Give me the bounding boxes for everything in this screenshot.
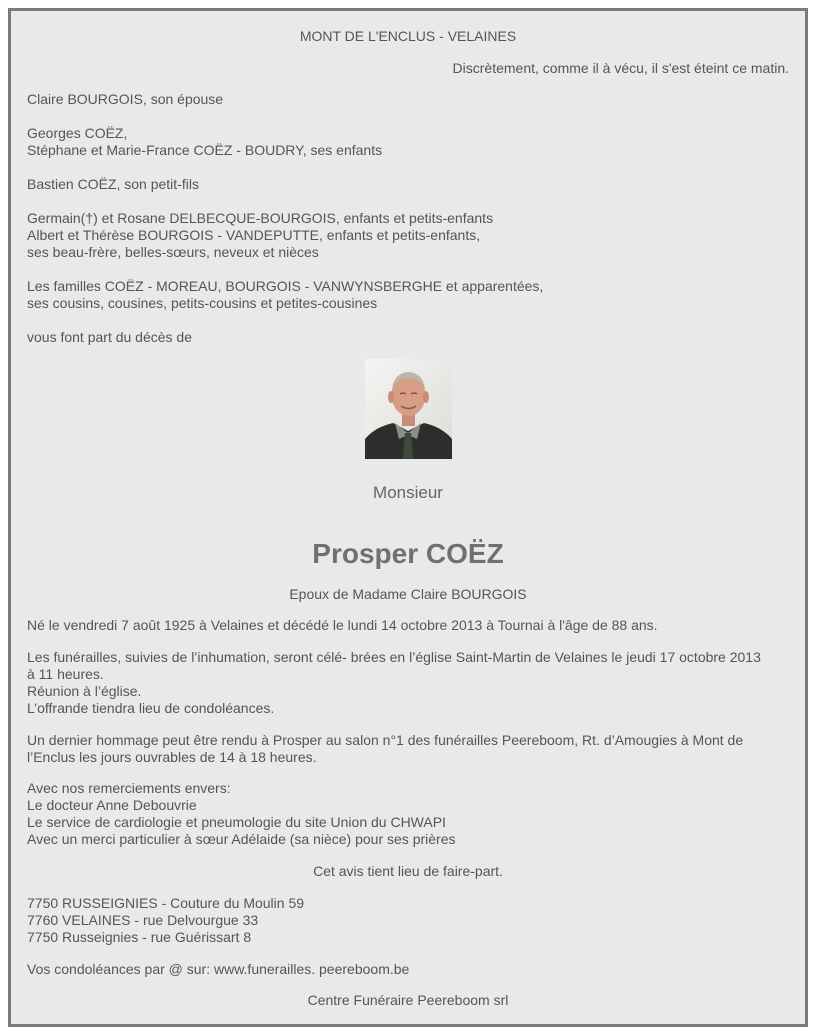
families-line: ses cousins, cousines, petits-cousins et petites-cousines xyxy=(27,295,378,311)
homage-line: l’Enclus les jours ouvrables de 14 à 18 heures. xyxy=(27,749,317,765)
deceased-title: Monsieur xyxy=(373,483,443,502)
address-line: 7760 VELAINES - rue Delvourgue 33 xyxy=(27,912,259,928)
in-laws-line: Germain(†) et Rosane DELBECQUE-BOURGOIS, enfants et petits-enfants xyxy=(27,210,494,226)
notice-line: Cet avis tient lieu de faire-part. xyxy=(313,863,503,879)
children-line: Stéphane et Marie-France COËZ - BOUDRY, ses enfants xyxy=(27,142,383,158)
families-line: Les familles COËZ - MOREAU, BOURGOIS - VANWYNSBERGHE et apparentées, xyxy=(27,278,544,294)
obituary-card xyxy=(8,8,808,1027)
funeral-line: Les funérailles, suivies de l’inhumation, seront célé- brées en l’église Saint-Martin de Velaines le jeudi 17 octobre 2013 xyxy=(27,649,761,665)
grandchild-line: Bastien COËZ, son petit-fils xyxy=(27,176,199,192)
thanks-line: Le service de cardiologie et pneumologie du site Union du CHWAPI xyxy=(27,814,446,830)
birth-death-line: Né le vendredi 7 août 1925 à Velaines et décédé le lundi 14 octobre 2013 à Tournai à l'âge de 88 ans. xyxy=(27,617,658,633)
in-laws-line: ses beau-frère, belles-sœurs, neveux et nièces xyxy=(27,244,319,260)
children-line: Georges COËZ, xyxy=(27,125,128,141)
in-laws-line: Albert et Thérèse BOURGOIS - VANDEPUTTE, enfants et petits-enfants, xyxy=(27,227,481,243)
address-line: 7750 Russeignies - rue Guérissart 8 xyxy=(27,929,252,945)
funeral-line: à 11 heures. xyxy=(27,666,104,682)
homage-line: Un dernier hommage peut être rendu à Prosper au salon n°1 des funérailles Peereboom, Rt. d’Amougies à Mont de xyxy=(27,732,744,748)
funeral-line: Réunion à l’église. xyxy=(27,683,142,699)
spouse-of-line: Epoux de Madame Claire BOURGOIS xyxy=(289,586,527,602)
funeral-home-line: Centre Funéraire Peereboom srl xyxy=(307,992,509,1008)
location-header: MONT DE L'ENCLUS - VELAINES xyxy=(299,28,517,44)
deceased-photo xyxy=(365,359,452,459)
quote-line: Discrètement, comme il à vécu, il s'est éteint ce matin. xyxy=(452,60,789,76)
thanks-line: Avec nos remerciements envers: xyxy=(27,780,231,796)
condolences-line: Vos condoléances par @ sur: www.funerailles. peereboom.be xyxy=(27,961,410,977)
announce-line: vous font part du décès de xyxy=(27,329,192,345)
funeral-line: L’offrande tiendra lieu de condoléances. xyxy=(27,700,275,716)
spouse-line: Claire BOURGOIS, son épouse xyxy=(27,91,224,107)
thanks-line: Avec un merci particulier à sœur Adélaide (sa nièce) pour ses prières xyxy=(27,831,456,847)
address-line: 7750 RUSSEIGNIES - Couture du Moulin 59 xyxy=(27,895,305,911)
thanks-line: Le docteur Anne Debouvrie xyxy=(27,797,197,813)
deceased-name: Prosper COËZ xyxy=(312,538,504,569)
